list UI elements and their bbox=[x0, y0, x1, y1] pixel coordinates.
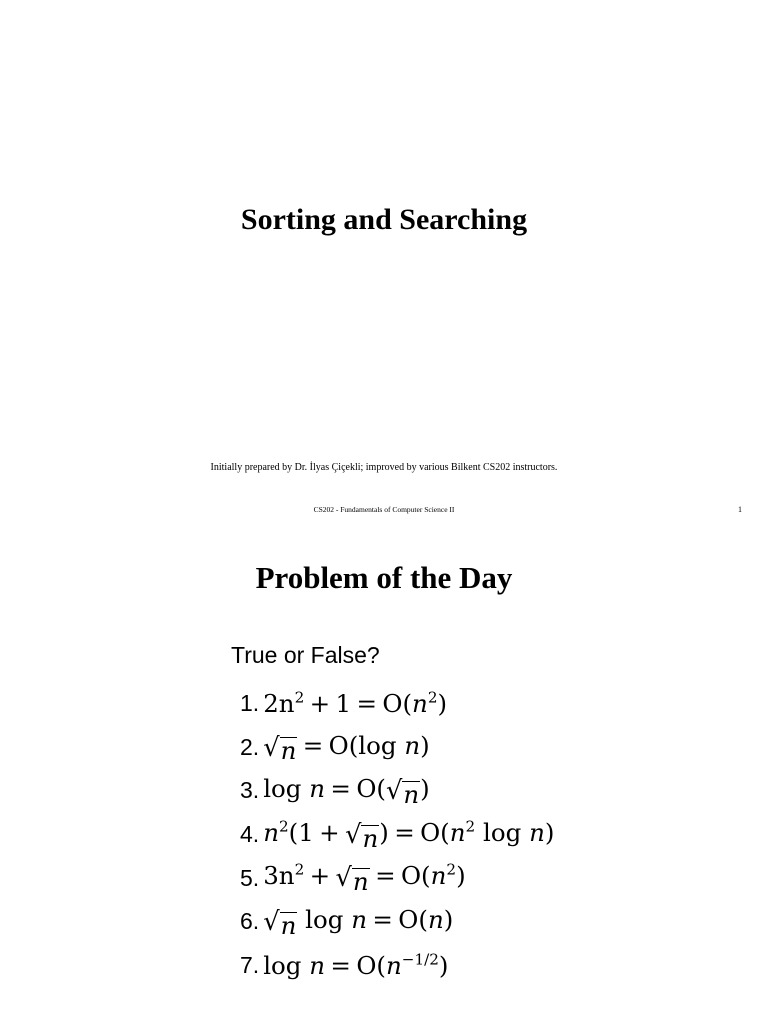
slide-2 bbox=[0, 520, 768, 1024]
problem-expression: $n^2(1$ + √ n ) = $O(n^2$ log n) bbox=[263, 817, 555, 853]
problem-item bbox=[240, 726, 554, 770]
credit-line: Initially prepared by Dr. İlyas Çiçekli; improved by various Bilkent CS202 instructors. bbox=[210, 462, 558, 473]
slide-1-title: Sorting and Searching bbox=[240, 203, 528, 236]
footer-course: CS202 - Fundamentals of Computer Science II bbox=[313, 505, 455, 514]
slide-2-title: Problem of the Day bbox=[255, 560, 513, 595]
problem-expression: √ n log n = O(n) bbox=[263, 904, 454, 940]
problem-item bbox=[240, 856, 554, 900]
problem-item bbox=[240, 900, 554, 944]
problem-number: 7. bbox=[240, 951, 260, 978]
problem-item bbox=[240, 944, 554, 988]
problem-number: 2. bbox=[240, 733, 260, 760]
problem-item bbox=[240, 769, 554, 813]
problem-number: 1. bbox=[240, 690, 260, 717]
problem-number: 6. bbox=[240, 908, 260, 935]
problem-item bbox=[240, 813, 554, 857]
problem-number: 4. bbox=[240, 821, 260, 848]
problem-expression: √ n = O(log n) bbox=[263, 730, 430, 766]
problem-expression: $2n^2 + 1 = O(n^2)$ bbox=[263, 688, 448, 719]
problem-number: 5. bbox=[240, 864, 260, 891]
problem-number: 3. bbox=[240, 777, 260, 804]
problem-expression: $3n^2$ + √ n = $O(n^2)$ bbox=[263, 860, 466, 897]
footer-page-number: 1 bbox=[738, 505, 742, 514]
problem-expression: log n = O( √ n ) bbox=[263, 774, 430, 810]
problem-list bbox=[240, 682, 554, 987]
problem-expression: $\log n = O(n^{-1/2})$ bbox=[263, 950, 449, 980]
problem-item bbox=[240, 682, 554, 726]
intro-question: True or False? bbox=[231, 642, 380, 668]
